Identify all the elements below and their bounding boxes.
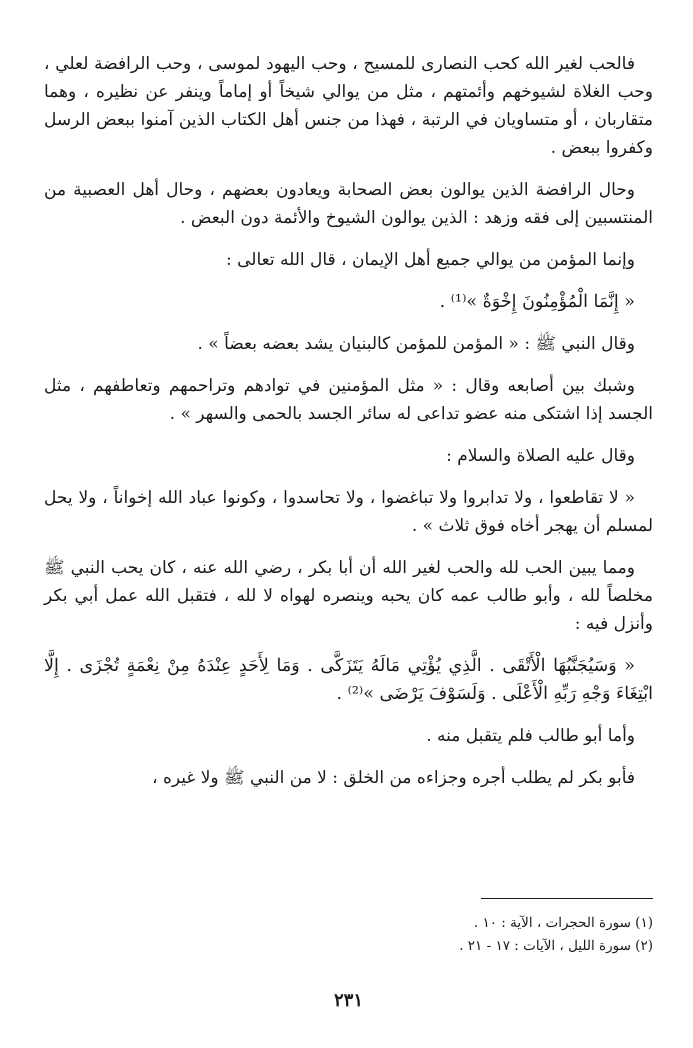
paragraph-abu-talib-not-accepted: وأما أبو طالب فلم يتقبل منه . [426,726,635,746]
main-text [44,50,653,792]
footnotes [44,912,653,958]
paragraph-prophet-said: وقال عليه الصلاة والسلام : [446,446,635,466]
footnote-divider [481,898,653,899]
paragraph-abu-bakr-abu-talib: ومما يبين الحب لله والحب لغير الله أن أبا بكر ، رضي الله عنه ، كان يحب النبي ﷺ مخلصاً لله ، وأبو طالب عمه كان يحبه وينصره لهواه لا لله ، فتقبل الله عمل أبي بكر وأنزل فيه : [44,558,653,634]
page-number: ٢٣١ [333,990,363,1011]
paragraph-love-for-other-than-allah: فالحب لغير الله كحب النصارى للمسيح ، وحب اليهود لموسى ، وحب الرافضة لعلي ، وحب الغلاة لشيوخهم وأئمتهم ، مثل من يوالي شيخاً أو إماماً وينفر عن نظيره ، وهما متقاربان ، أو متساويان في الرتبة ، فهذا من جنس أهل الكتاب الذين آمنوا ببعض الرسل وكفروا ببعض . [44,54,653,158]
hadith-building: وقال النبي ﷺ : « المؤمن للمؤمن كالبنيان يشد بعضه بعضاً » . [197,334,635,354]
paragraph-abu-bakr-reward: فأبو بكر لم يطلب أجره وجزاءه من الخلق : لا من النبي ﷺ ولا غيره ، [152,768,635,788]
hadith-body: وشبك بين أصابعه وقال : « مثل المؤمنين في توادهم وتراحمهم وتعاطفهم ، مثل الجسد إذا اشتكى منه عضو تداعى له سائر الجسد بالحمى والسهر » . [44,376,653,424]
quran-quote-al-layl: « وَسَيُجَنَّبُهَا الْأَتْقَى . الَّذِي يُؤْتِي مَالَهُ يَتَزَكَّى . وَمَا لِأَحَدٍ عِنْدَهُ مِنْ نِعْمَةٍ تُجْزَى . إِلَّا ابْتِغَاءَ وَجْهِ رَبِّهِ الْأَعْلَى . وَلَسَوْفَ يَرْضَى »⁽²⁾ . [44,656,653,704]
footnote-1: (١) سورة الحجرات ، الآية : ١٠ . [473,915,653,931]
footnote-2: (٢) سورة الليل ، الآيات : ١٧ - ٢١ . [459,938,653,954]
paragraph-rafida-condition: وحال الرافضة الذين يوالون بعض الصحابة ويعادون بعضهم ، وحال أهل العصبية من المنتسبين إلى فقه وزهد : الذين يوالون الشيوخ والأئمة دون البعض . [44,180,653,228]
book-page [44,50,653,1048]
paragraph-believer-allegiance: وإنما المؤمن من يوالي جميع أهل الإيمان ، قال الله تعالى : [225,250,635,270]
hadith-do-not-cut-off: « لا تقاطعوا ، ولا تدابروا ولا تباغضوا ، ولا تحاسدوا ، وكونوا عباد الله إخواناً ، ولا يحل لمسلم أن يهجر أخاه فوق ثلاث » . [44,488,653,536]
quran-quote-brothers: « إِنَّمَا الْمُؤْمِنُونَ إِخْوَةٌ »⁽¹⁾ . [439,292,635,312]
